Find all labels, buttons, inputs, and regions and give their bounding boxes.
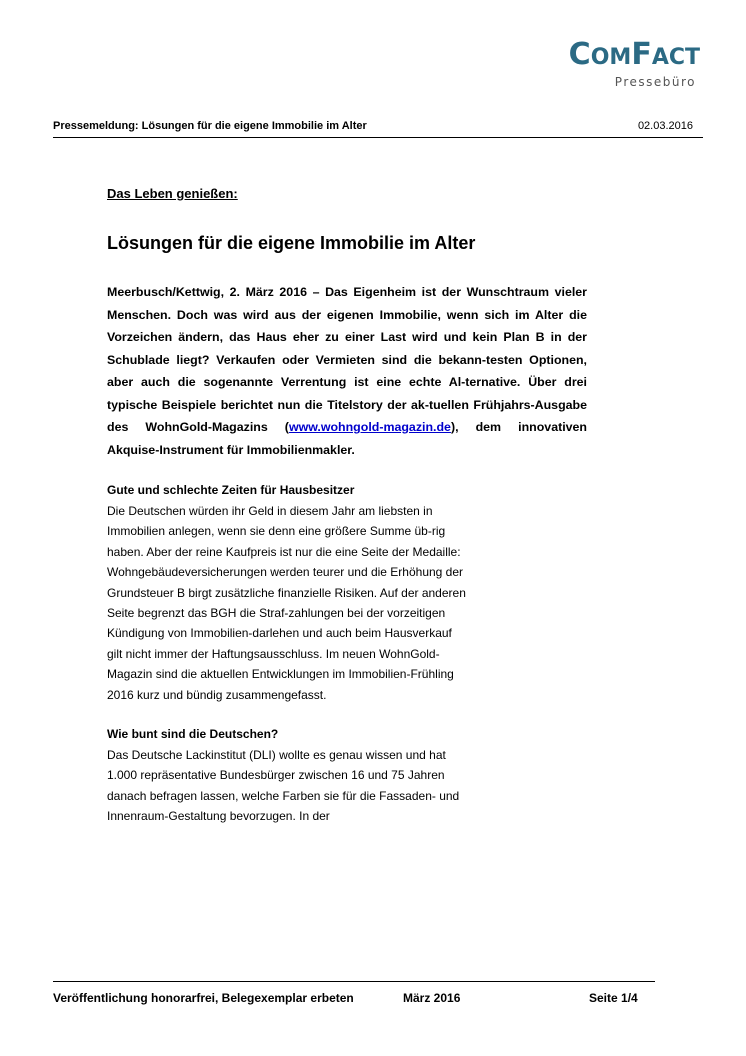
magazine-link[interactable]: www.wohngold-magazin.de [288, 420, 451, 434]
logo-subtitle: Pressebüro [614, 75, 696, 89]
section-hausbesitzer [107, 483, 467, 705]
lead-text: Meerbusch/Kettwig, 2. März 2016 – Das Eigenheim ist der Wunschtraum vieler Menschen. Doch was wird aus der eigenen Immobilie, wenn sich im Alter die Vorzeichen ändern, das Haus eher zu einer Last wird und kein Plan B in der Schublade liegt? Verkaufen oder Vermieten sind die bekann-testen Optionen, aber auch die sogenannte Verrentung ist eine echte Al-ternative. Über drei typische Beispiele berichtet nun die Titelstory der ak-tuellen Frühjahrs-Ausgabe des WohnGold-Magazins ( [107, 285, 587, 434]
section-heading: Wie bunt sind die Deutschen? [107, 727, 279, 742]
footer-note: Veröffentlichung honorarfrei, Belegexemplar erbeten [53, 991, 354, 1005]
article-title: Lösungen für die eigene Immobilie im Alter [107, 233, 476, 253]
page-footer [53, 991, 638, 1005]
header-title: Pressemeldung: Lösungen für die eigene Immobilie im Alter [53, 120, 367, 132]
header-divider [53, 137, 703, 138]
footer-divider [53, 981, 655, 982]
section-body: Die Deutschen würden ihr Geld in diesem Jahr am liebsten in Immobilien anlegen, wenn sie denn eine größere Summe üb-rig haben. Aber der reine Kaufpreis ist nur die eine Seite der Medaille: Wohngebäudeversicherungen werden teurer und die Erhöhung der Grundsteuer B birgt zusätzliche finanzielle Risiken. Auf der anderen Seite begrenzt das BGH die Straf-zahlungen bei der vorzeitigen Kündigung von Immobilien-darlehen und auch beim Hausverkauf gilt nicht immer der Haftungsausschluss. Im neuen WohnGold-Magazin sind die aktuellen Entwicklungen im Immobilien-Frühling 2016 kurz und bündig zusammengefasst. [107, 504, 466, 702]
article-kicker: Das Leben genießen: [107, 186, 238, 201]
logo-wordmark: COMFACT [568, 37, 700, 72]
footer-month: März 2016 [403, 991, 461, 1005]
lead-tail: ), dem innovativen Akquise-Instrument für Immobilienmakler. [107, 420, 587, 457]
section-farben [107, 727, 467, 827]
article [107, 186, 587, 827]
page-number: Seite 1/4 [589, 991, 638, 1005]
section-body: Das Deutsche Lackinstitut (DLI) wollte es genau wissen und hat 1.000 repräsentative Bundesbürger zwischen 16 und 75 Jahren danach befragen lassen, welche Farben sie für die Fassaden- und Innenraum-Gestaltung bevorzugen. In der [107, 748, 460, 824]
company-logo [568, 37, 700, 89]
header-date: 02.03.2016 [637, 120, 693, 132]
page-header [53, 120, 695, 132]
section-heading: Gute und schlechte Zeiten für Hausbesitzer [107, 483, 355, 497]
article-lead [107, 281, 587, 461]
